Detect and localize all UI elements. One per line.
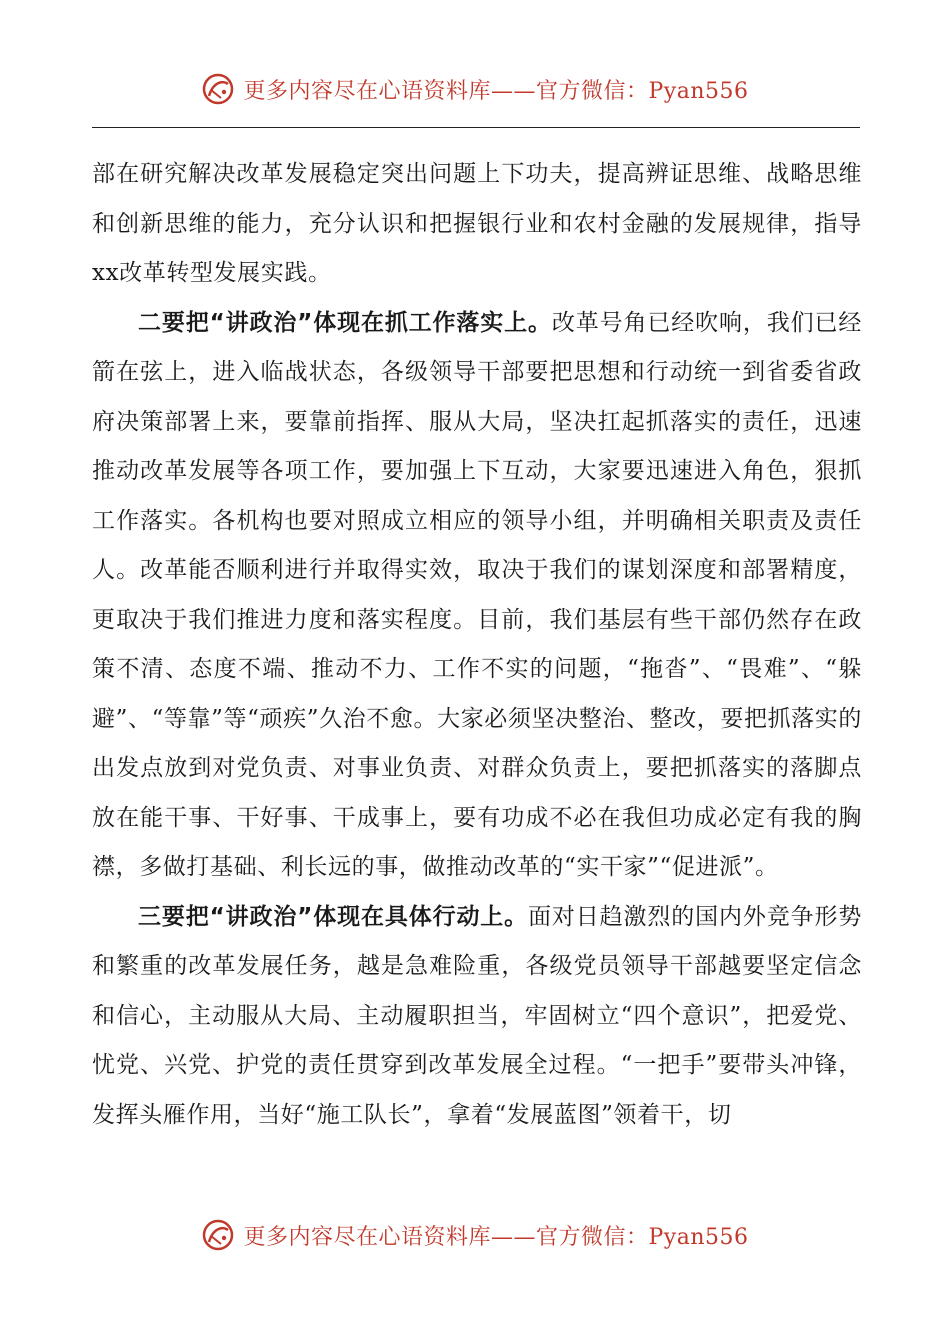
footer-site-text: 更多内容尽在心语资料库 [243,1224,491,1250]
paragraph-3 [92,893,862,1141]
header-divider [92,127,860,128]
paragraph-3-text: 面对日趋激烈的国内外竞争形势和繁重的改革发展任务，越是急难险重，各级党员领导干部越要坚定信念和信心，主动服从大局、主动履职担当，牢固树立“四个意识”，把爱党、忧党、兴党、护党的责任贯穿到改革发展全过程。“一把手”要带头冲锋，发挥头雁作用，当好“施工队长”，拿着“发展蓝图”领着干，切 [92,903,862,1128]
paragraph-2-text: 改革号角已经吹响，我们已经箭在弦上，进入临战状态，各级领导干部要把思想和行动统一到省委省政府决策部署上来，要靠前指挥、服从大局，坚决扛起抓落实的责任，迅速推动改革发展等各项工作，要加强上下互动，大家要迅速进入角色，狠抓工作落实。各机构也要对照成立相应的领导小组，并明确相关职责及责任人。改革能否顺利进行并取得实效，取决于我们的谋划深度和部署精度，更取决于我们推进力度和落实程度。目前，我们基层有些干部仍然存在政策不清、态度不端、推动不力、工作不实的问题，“拖沓”、“畏难”、“躲避”、“等靠”等“顽疾”久治不愈。大家必须坚决整治、整改，要把抓落实的出发点放到对党负责、对事业负责、对群众负责上，要把抓落实的落脚点放在能干事、干好事、干成事上，要有功成不必在我但功成必定有我的胸襟，多做打基础、利长远的事，做推动改革的“实干家”“促进派”。 [92,309,862,880]
footer-wechat-text: 官方微信：Pyan556 [536,1224,749,1250]
footer-separator: —— [491,1224,536,1250]
header-banner [0,72,950,106]
paragraph-1: 部在研究解决改革发展稳定突出问题上下功夫，提高辨证思维、战略思维和创新思维的能力，充分认识和把握银行业和农村金融的发展规律，指导xx改革转型发展实践。 [92,161,862,286]
header-wechat-text: 官方微信：Pyan556 [536,78,749,104]
site-logo-icon [201,72,235,106]
header-separator: —— [491,78,536,104]
header-site-text: 更多内容尽在心语资料库 [243,78,491,104]
paragraph-2 [92,299,862,893]
footer-banner [0,1218,950,1252]
site-logo-icon [201,1218,235,1252]
footer-banner-text [243,1220,748,1251]
paragraph-3-heading: 三要把“讲政治”体现在具体行动上。 [138,903,529,930]
header-banner-text [243,74,748,105]
paragraph-2-heading: 二要把“讲政治”体现在抓工作落实上。 [138,309,552,336]
document-body [92,150,862,1140]
